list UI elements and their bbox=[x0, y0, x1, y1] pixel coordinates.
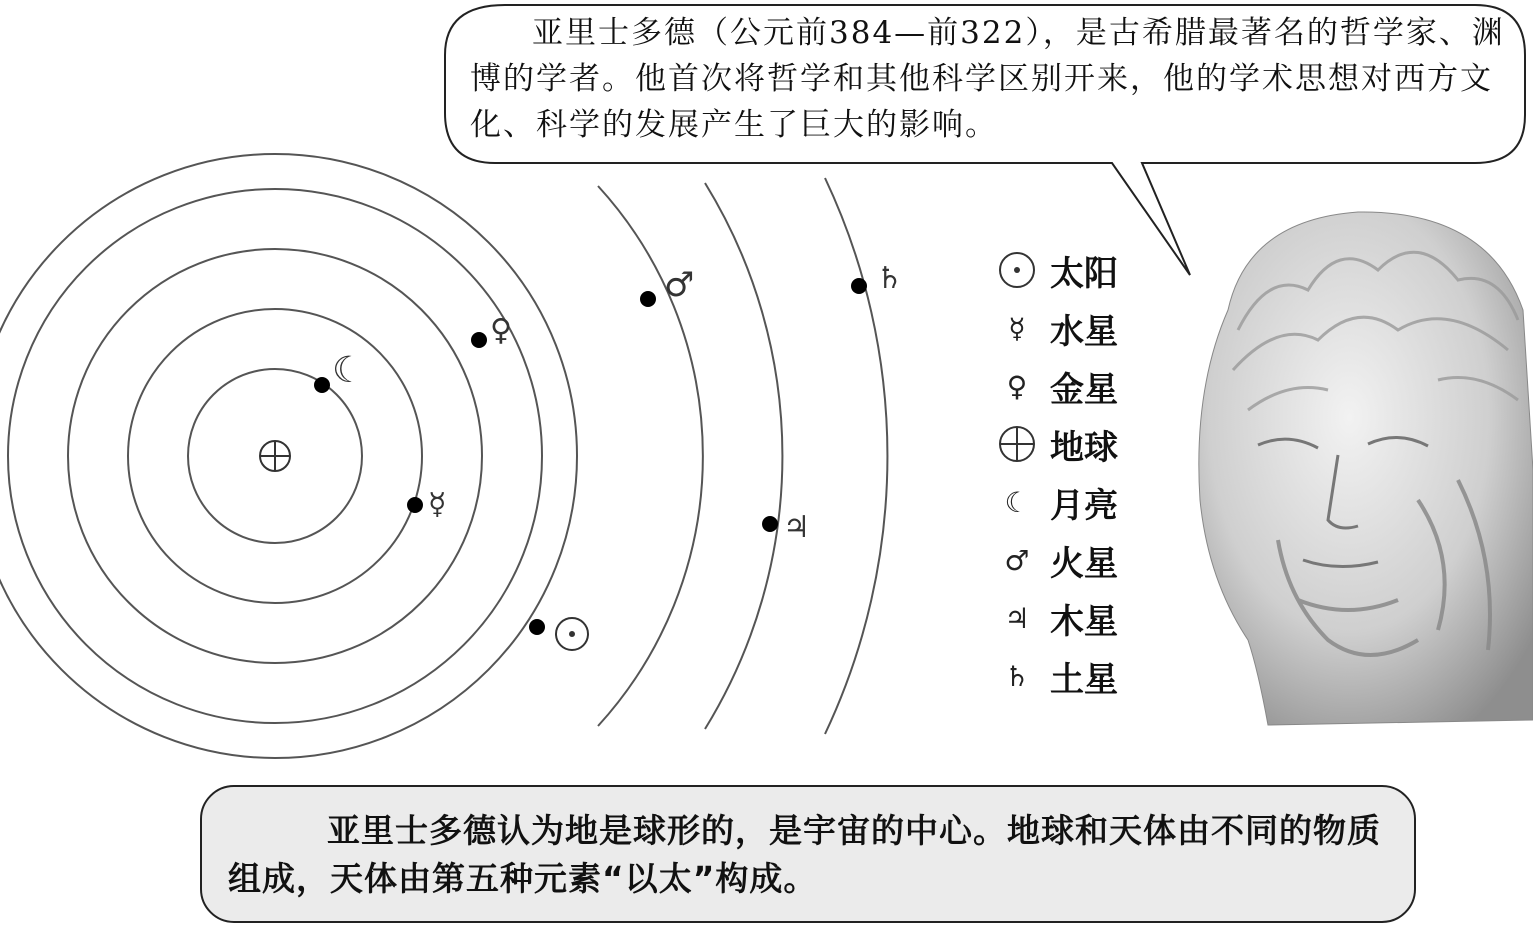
mars-dot bbox=[640, 291, 656, 307]
legend-label-moon: 月亮 bbox=[1050, 485, 1118, 526]
mars-symbol-icon: ♂ bbox=[664, 265, 695, 305]
legend-item-sun bbox=[992, 241, 1192, 299]
aristotle-bust-image bbox=[1188, 200, 1533, 730]
jupiter-symbol-icon: ♃ bbox=[783, 510, 810, 545]
legend-item-jupiter bbox=[992, 589, 1192, 647]
jupiter-dot bbox=[762, 516, 778, 532]
legend-label-jupiter: 木星 bbox=[1050, 601, 1118, 642]
legend-label-earth: 地球 bbox=[1050, 427, 1118, 468]
moon-symbol-icon: ☾ bbox=[332, 350, 365, 391]
saturn-legend-icon: ♄ bbox=[1004, 659, 1030, 693]
earth-legend-icon bbox=[992, 424, 1042, 464]
mercury-legend-icon: ☿ bbox=[1008, 311, 1026, 345]
mercury-dot bbox=[407, 497, 423, 513]
saturn-dot bbox=[851, 278, 867, 294]
venus-legend-icon: ♀ bbox=[1006, 369, 1028, 403]
legend-item-mercury bbox=[992, 299, 1192, 357]
sun-dot bbox=[529, 619, 545, 635]
sun-symbol-icon bbox=[556, 618, 588, 650]
legend-item-mars bbox=[992, 531, 1192, 589]
speech-bubble-paragraph: 亚里士多德（公元前384—前322），是古希腊最著名的哲学家、渊博的学者。他首次将哲学和其他科学区别开来，他的学术思想对西方文化、科学的发展产生了巨大的影响。 bbox=[470, 15, 1505, 143]
mercury-symbol-icon: ☿ bbox=[428, 487, 447, 522]
legend-item-saturn bbox=[992, 647, 1192, 705]
legend-label-sun: 太阳 bbox=[1050, 253, 1118, 294]
legend-item-venus bbox=[992, 357, 1192, 415]
moon-legend-icon: ☾ bbox=[1004, 485, 1030, 519]
saturn-symbol-icon: ♄ bbox=[876, 261, 903, 296]
earth-symbol-icon bbox=[260, 441, 290, 471]
venus-symbol-icon: ♀ bbox=[490, 313, 512, 348]
caption-box bbox=[200, 785, 1416, 923]
caption-text: 亚里士多德认为地是球形的，是宇宙的中心。地球和天体由不同的物质组成，天体由第五种元素“以太”构成。 bbox=[228, 811, 1381, 898]
legend-label-venus: 金星 bbox=[1050, 369, 1118, 410]
legend-label-mercury: 水星 bbox=[1050, 311, 1118, 352]
legend bbox=[992, 241, 1192, 705]
legend-item-moon bbox=[992, 473, 1192, 531]
jupiter-legend-icon: ♃ bbox=[1004, 601, 1030, 635]
orbit-jupiter bbox=[705, 183, 782, 729]
speech-bubble-text bbox=[470, 10, 1510, 148]
moon-dot bbox=[314, 377, 330, 393]
mars-legend-icon: ♂ bbox=[1004, 543, 1030, 577]
legend-label-saturn: 土星 bbox=[1050, 659, 1118, 700]
legend-item-earth bbox=[992, 415, 1192, 473]
sun-legend-icon bbox=[992, 250, 1042, 290]
legend-label-mars: 火星 bbox=[1050, 543, 1118, 584]
venus-dot bbox=[471, 332, 487, 348]
